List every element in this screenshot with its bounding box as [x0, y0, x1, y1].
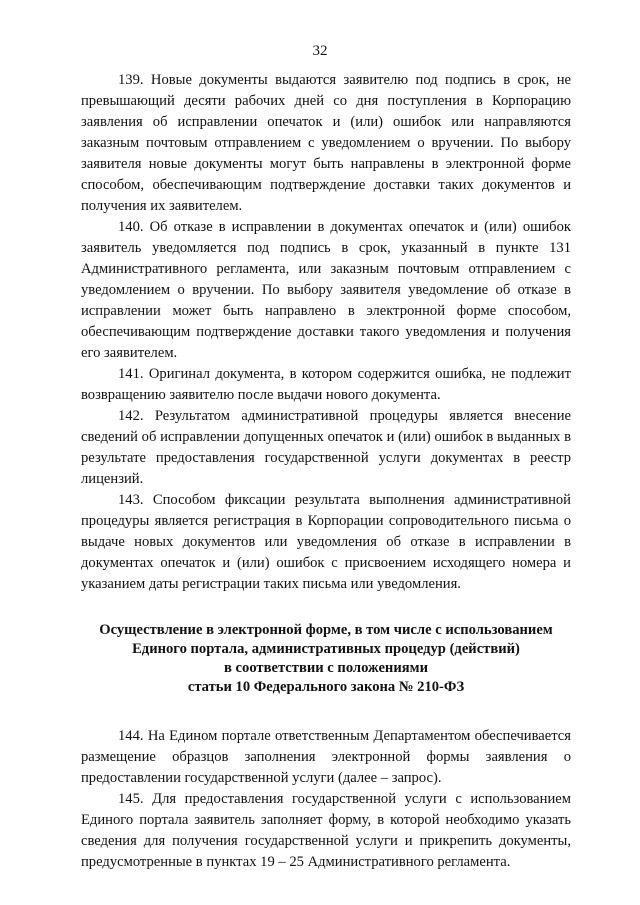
paragraph-145: 145. Для предоставления государственной услуги с использованием Единого портала заявитель заполняет форму, в которой необходимо указать сведения для получения государственной услуги и прикрепить документы, предусмотренные в пунктах 19 – 25 Административного регламента. — [81, 791, 571, 870]
section-heading — [81, 621, 571, 697]
heading-line: статьи 10 Федерального закона № 210-ФЗ — [187, 679, 465, 695]
paragraph-144: 144. На Едином портале ответственным Департаментом обеспечивается размещение образцов заполнения электронной формы заявления о предоставлении государственной услуги (далее – запрос). — [81, 728, 571, 786]
paragraph-140: 140. Об отказе в исправлении в документах опечаток и (или) ошибок заявитель уведомляется под подпись в срок, указанный в пункте 131 Административного регламента, или заказным почтовым отправлением с уведомлением о вручении. По выбору заявителя уведомление об отказе в исправлении может быть направлено в электронной форме способом, обеспечивающим подтверждение доставки такого уведомления и получения его заявителем. — [81, 219, 571, 361]
paragraph-142: 142. Результатом административной процедуры является внесение сведений об исправлении допущенных опечаток и (или) ошибок в выданных в результате предоставления государственной услуги документах в реестр лицензий. — [81, 408, 571, 487]
paragraph-139: 139. Новые документы выдаются заявителю под подпись в срок, не превышающий десяти рабочих дней со дня поступления в Корпорацию заявления об исправлении опечаток и (или) ошибок или направляются заказным почтовым отправлением с уведомлением о вручении. По выбору заявителя новые документы могут быть направлены в электронной форме способом, обеспечивающим подтверждение доставки таких документов и получения их заявителем. — [81, 72, 571, 214]
heading-line: в соответствии с положениями — [224, 660, 428, 676]
heading-line: Осуществление в электронной форме, в том числе с использованием — [99, 622, 553, 638]
paragraph-143: 143. Способом фиксации результата выполнения административной процедуры является регистрация в Корпорации сопроводительного письма о выдаче новых документов или уведомления об отказе в исправлении в документах опечаток и (или) ошибок с присвоением исходящего номера и указанием даты регистрации таких письма или уведомления. — [81, 492, 571, 592]
paragraph-141: 141. Оригинал документа, в котором содержится ошибка, не подлежит возвращению заявителю после выдачи нового документа. — [81, 366, 571, 403]
heading-line: Единого портала, административных процедур (действий) — [132, 641, 520, 657]
document-body — [81, 70, 571, 873]
page-number: 32 — [312, 43, 328, 59]
